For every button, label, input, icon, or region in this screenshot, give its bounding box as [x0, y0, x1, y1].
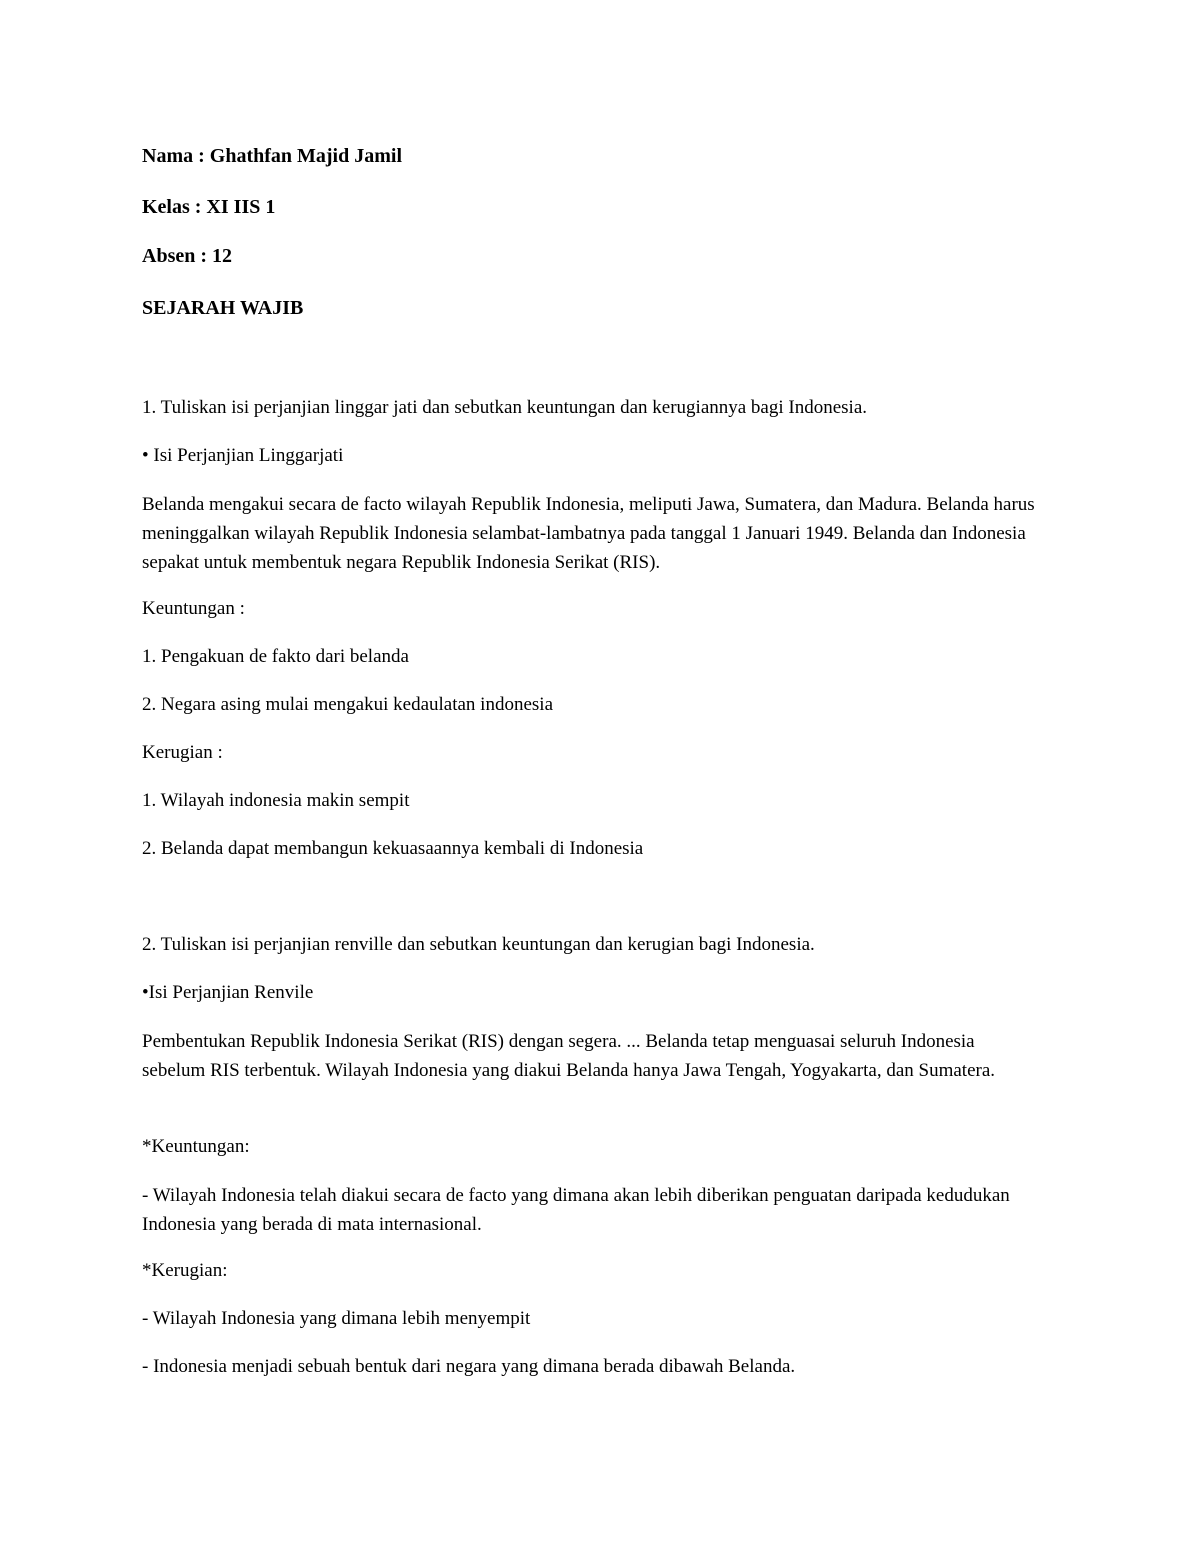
kerugian-1-heading: Kerugian :	[142, 742, 223, 763]
isi-linggarjati-heading: • Isi Perjanjian Linggarjati	[142, 445, 344, 466]
subject-title: SEJARAH WAJIB	[142, 297, 304, 319]
isi-renville-heading: •Isi Perjanjian Renvile	[142, 982, 314, 1003]
student-name: Nama : Ghathfan Majid Jamil	[142, 145, 402, 167]
keuntungan-1-heading: Keuntungan :	[142, 598, 245, 619]
list-item: - Wilayah Indonesia yang dimana lebih menyempit	[142, 1308, 531, 1329]
list-item: 2. Negara asing mulai mengakui kedaulatan indonesia	[142, 694, 554, 715]
list-item: - Indonesia menjadi sebuah bentuk dari negara yang dimana berada dibawah Belanda.	[142, 1356, 796, 1377]
question-1: 1. Tuliskan isi perjanjian linggar jati dan sebutkan keuntungan dan kerugiannya bagi Indonesia.	[142, 397, 868, 418]
isi-linggarjati-text: Belanda mengakui secara de facto wilayah Republik Indonesia, meliputi Jawa, Sumatera, dan Madura. Belanda harus meninggalkan wilayah Republik Indonesia selambat-lambatnya pada tanggal 1 Januari 1949. Belanda dan Indonesia sepakat untuk membentuk negara Republik Indonesia Serikat (RIS).	[142, 494, 1035, 573]
list-item: 2. Belanda dapat membangun kekuasaannya kembali di Indonesia	[142, 838, 644, 859]
question-2: 2. Tuliskan isi perjanjian renville dan sebutkan keuntungan dan kerugian bagi Indonesia.	[142, 934, 815, 955]
student-class: Kelas : XI IIS 1	[142, 196, 276, 218]
student-absen: Absen : 12	[142, 245, 233, 267]
keuntungan-2-heading: *Keuntungan:	[142, 1136, 250, 1157]
list-item: 1. Pengakuan de fakto dari belanda	[142, 646, 409, 667]
list-item: 1. Wilayah indonesia makin sempit	[142, 790, 410, 811]
list-item: - Wilayah Indonesia telah diakui secara de facto yang dimana akan lebih diberikan penguatan daripada kedudukan Indonesia yang berada di mata internasional.	[142, 1185, 1010, 1235]
isi-renville-text: Pembentukan Republik Indonesia Serikat (RIS) dengan segera. ... Belanda tetap menguasai seluruh Indonesia sebelum RIS terbentuk. Wilayah Indonesia yang diakui Belanda hanya Jawa Tengah, Yogyakarta, dan Sumatera.	[142, 1031, 996, 1081]
kerugian-2-heading: *Kerugian:	[142, 1260, 228, 1281]
